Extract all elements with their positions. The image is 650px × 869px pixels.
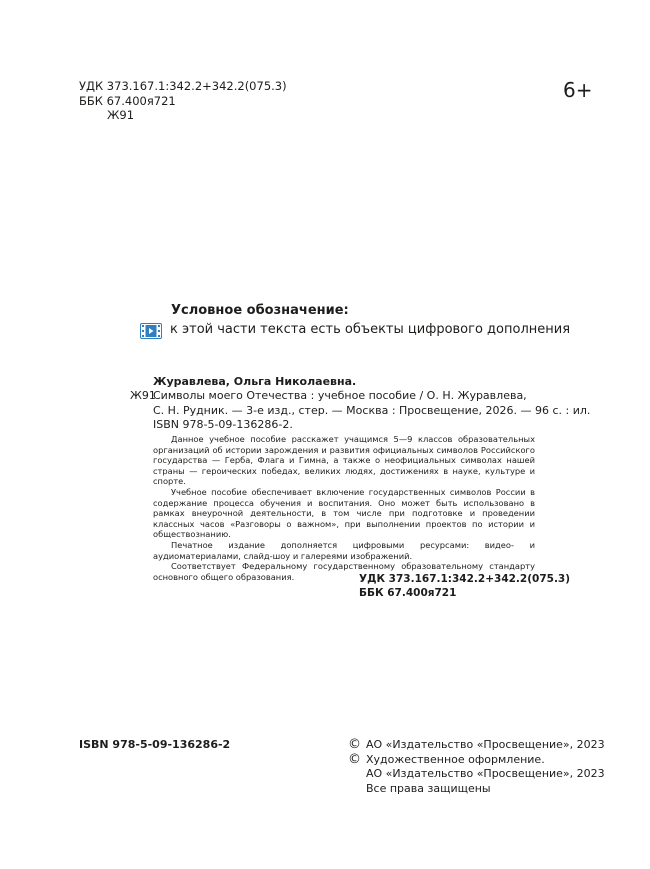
- footer-isbn: ISBN 978-5-09-136286-2: [79, 738, 231, 751]
- age-rating: 6+: [563, 78, 593, 102]
- card-entry-line: ISBN 978-5-09-136286-2.: [153, 418, 293, 431]
- card-code: Ж91: [130, 389, 156, 402]
- card-bbk: ББК 67.400я721: [359, 587, 457, 599]
- annotation-paragraph: Печатное издание дополняется цифровыми ресурсами: видео- и аудиоматериалами, слайд-шоу и галереями изображений.: [153, 539, 535, 561]
- copyright-row: [348, 767, 605, 782]
- copyright-line: АО «Издательство «Просвещение», 2023: [366, 738, 605, 751]
- card-udk: УДК 373.167.1:342.2+342.2(075.3): [359, 573, 571, 585]
- card-index: [359, 572, 570, 600]
- video-play-icon: [140, 323, 162, 339]
- annotation-paragraph: Данное учебное пособие расскажет учащимся 5—9 классов образовательных организаций об истории зарождения и развития официальных символов Российского государства — Герба, Флага и Гимна, а также о неофициальных символах нашей страны — героических победах, великих людях, достижениях в науке, культуре и спорте.: [153, 434, 535, 487]
- udk-code: УДК 373.167.1:342.2+342.2(075.3): [79, 79, 287, 93]
- copyright-line: АО «Издательство «Просвещение», 2023: [366, 767, 605, 780]
- copyright-row: [348, 738, 605, 753]
- annotation-paragraph: Учебное пособие обеспечивает включение государственных символов России в содержание процесса обучения и воспитания. Оно может быть использовано в рамках внеурочной деятельности, в том числе при подготовке и проведении классных часов «Разговоры о важном», при выполнении проектов по истории и обществознанию.: [153, 486, 535, 540]
- copyright-line: Все права защищены: [366, 781, 491, 795]
- header-codes: [79, 79, 287, 123]
- copyright-icon: ©: [348, 751, 361, 767]
- card-entry-line: Символы моего Отечества : учебное пособие / О. Н. Журавлева,: [153, 389, 527, 402]
- copyright-row: [348, 753, 605, 768]
- author-code: Ж91: [107, 108, 135, 122]
- copyright-block: [348, 738, 605, 796]
- legend-text: к этой части текста есть объекты цифрового дополнения: [170, 322, 571, 337]
- copyright-icon: ©: [348, 737, 361, 752]
- legend-title: Условное обозначение:: [171, 303, 349, 318]
- card-author: Журавлева, Ольга Николаевна.: [153, 375, 357, 388]
- copyright-line: Художественное оформление.: [366, 752, 545, 766]
- annotation-paragraph: Соответствует Федеральному государственному образовательному стандарту основного общего образования.: [153, 561, 535, 582]
- copyright-row: [348, 782, 605, 797]
- card-annotation: [153, 434, 535, 582]
- card-entry-line: С. Н. Рудник. — 3-е изд., стер. — Москва : Просвещение, 2026. — 96 с. : ил.: [153, 403, 591, 417]
- card-entry: [153, 389, 591, 433]
- bbk-code: ББК 67.400я721: [79, 93, 176, 108]
